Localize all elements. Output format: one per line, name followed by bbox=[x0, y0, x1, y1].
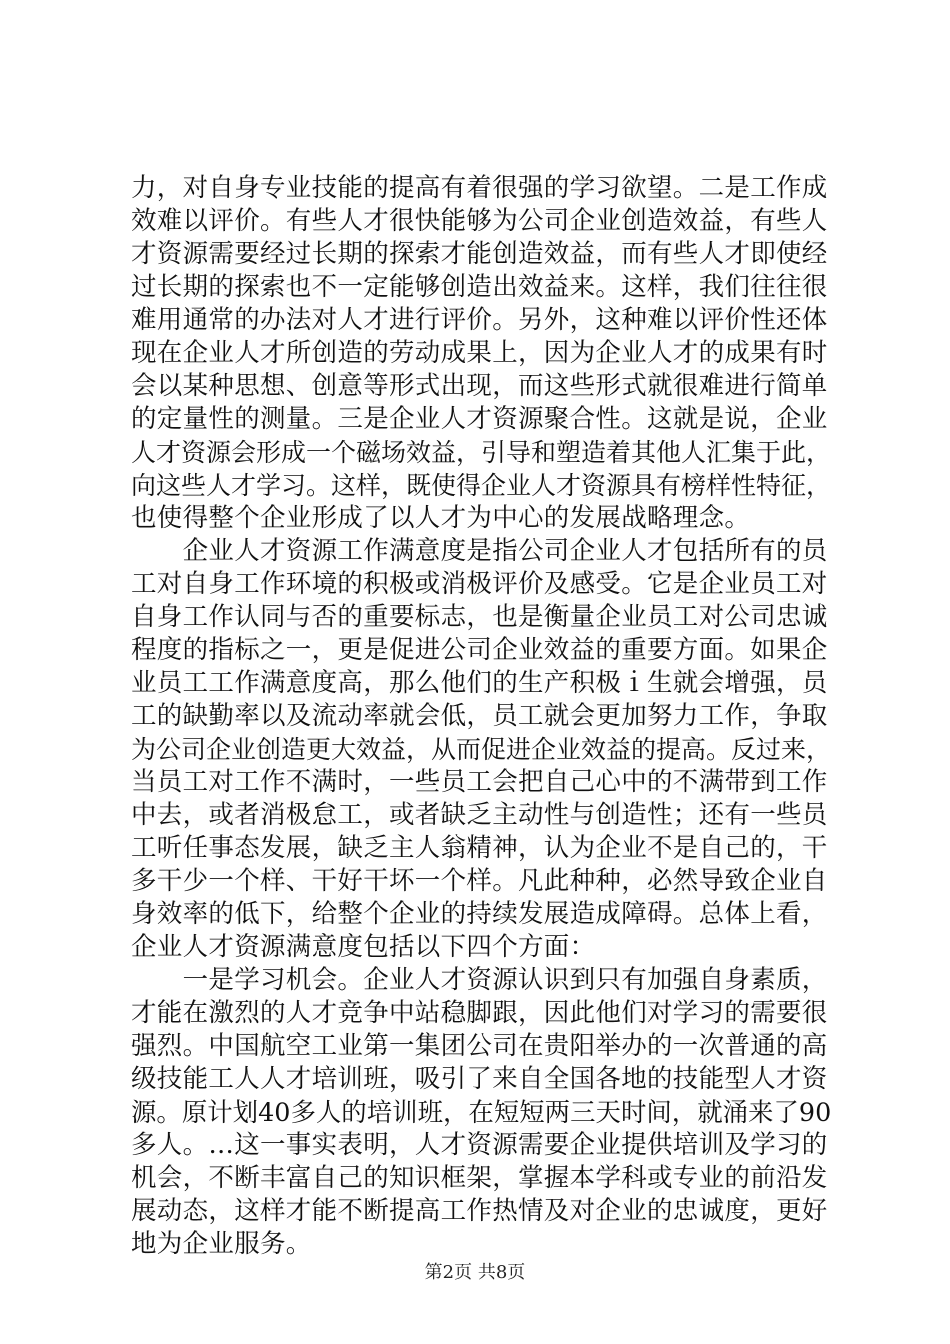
text-line: 强烈。中国航空工业第一集团公司在贵阳举办的一次普通的高 bbox=[131, 1031, 828, 1061]
text-line: 程度的指标之一，更是促进公司企业效益的重要方面。如果企 bbox=[131, 635, 828, 665]
text-line: 中去，或者消极怠工，或者缺乏主动性与创造性；还有一些员 bbox=[131, 800, 828, 830]
text-line: 也使得整个企业形成了以人才为中心的发展战略理念。 bbox=[131, 503, 751, 533]
text-line: 才能在激烈的人才竞争中站稳脚跟，因此他们对学习的需要很 bbox=[131, 998, 828, 1028]
text-line: 展动态，这样才能不断提高工作热情及对企业的忠诚度，更好 bbox=[131, 1196, 828, 1226]
document-body bbox=[131, 172, 831, 1261]
text-line: 多干少一个样、干好干坏一个样。凡此种种，必然导致企业自 bbox=[131, 866, 828, 896]
text-line: 效难以评价。有些人才很快能够为公司企业创造效益，有些人 bbox=[131, 206, 828, 236]
text-line: 自身工作认同与否的重要标志，也是衡量企业员工对公司忠诚 bbox=[131, 602, 828, 632]
text-line: 业员工工作满意度高，那么他们的生产积极ｉ生就会增强，员 bbox=[131, 668, 828, 698]
text-line: 过长期的探索也不一定能够创造出效益来。这样，我们往往很 bbox=[131, 272, 828, 302]
text-line: 身效率的低下，给整个企业的持续发展造成障碍。总体上看， bbox=[131, 899, 828, 929]
text-line: 的定量性的测量。三是企业人才资源聚合性。这就是说，企业 bbox=[131, 404, 828, 434]
text-line: 级技能工人人才培训班，吸引了来自全国各地的技能型人才资 bbox=[131, 1064, 828, 1094]
text-line: 难用通常的办法对人才进行评价。另外，这种难以评价性还体 bbox=[131, 305, 828, 335]
text-line: 会以某种思想、创意等形式出现，而这些形式就很难进行简单 bbox=[131, 371, 828, 401]
text-line: 多人。…这一事实表明，人才资源需要企业提供培训及学习的 bbox=[131, 1130, 828, 1160]
text-line: 地为企业服务。 bbox=[131, 1229, 312, 1259]
text-line: 向这些人才学习。这样，既使得企业人才资源具有榜样性特征， bbox=[131, 471, 832, 500]
page-footer: 第2页 共8页 bbox=[424, 1262, 526, 1283]
text-line: 企业人才资源工作满意度是指公司企业人才包括所有的员 bbox=[131, 536, 828, 566]
text-line: 机会，不断丰富自己的知识框架，掌握本学科或专业的前沿发 bbox=[131, 1163, 828, 1193]
text-line: 工的缺勤率以及流动率就会低，员工就会更加努力工作，争取 bbox=[131, 701, 828, 731]
text-line: 人才资源会形成一个磁场效益，引导和塑造着其他人汇集于此， bbox=[131, 438, 832, 467]
text-line: 一是学习机会。企业人才资源认识到只有加强自身素质， bbox=[131, 965, 828, 995]
text-line: 源。原计划40多人的培训班，在短短两三天时间，就涌来了90 bbox=[131, 1097, 832, 1127]
text-line: 为公司企业创造更大效益，从而促进企业效益的提高。反过来， bbox=[131, 735, 832, 764]
text-line: 企业人才资源满意度包括以下四个方面： bbox=[131, 932, 596, 962]
text-line: 当员工对工作不满时，一些员工会把自己心中的不满带到工作 bbox=[131, 767, 828, 797]
text-line: 力，对自身专业技能的提高有着很强的学习欲望。二是工作成 bbox=[131, 173, 828, 203]
text-line: 才资源需要经过长期的探索才能创造效益，而有些人才即使经 bbox=[131, 239, 828, 269]
text-line: 工对自身工作环境的积极或消极评价及感受。它是企业员工对 bbox=[131, 569, 828, 599]
text-line: 现在企业人才所创造的劳动成果上，因为企业人才的成果有时 bbox=[131, 338, 828, 368]
text-line: 工听任事态发展，缺乏主人翁精神，认为企业不是自己的，干 bbox=[131, 833, 828, 863]
